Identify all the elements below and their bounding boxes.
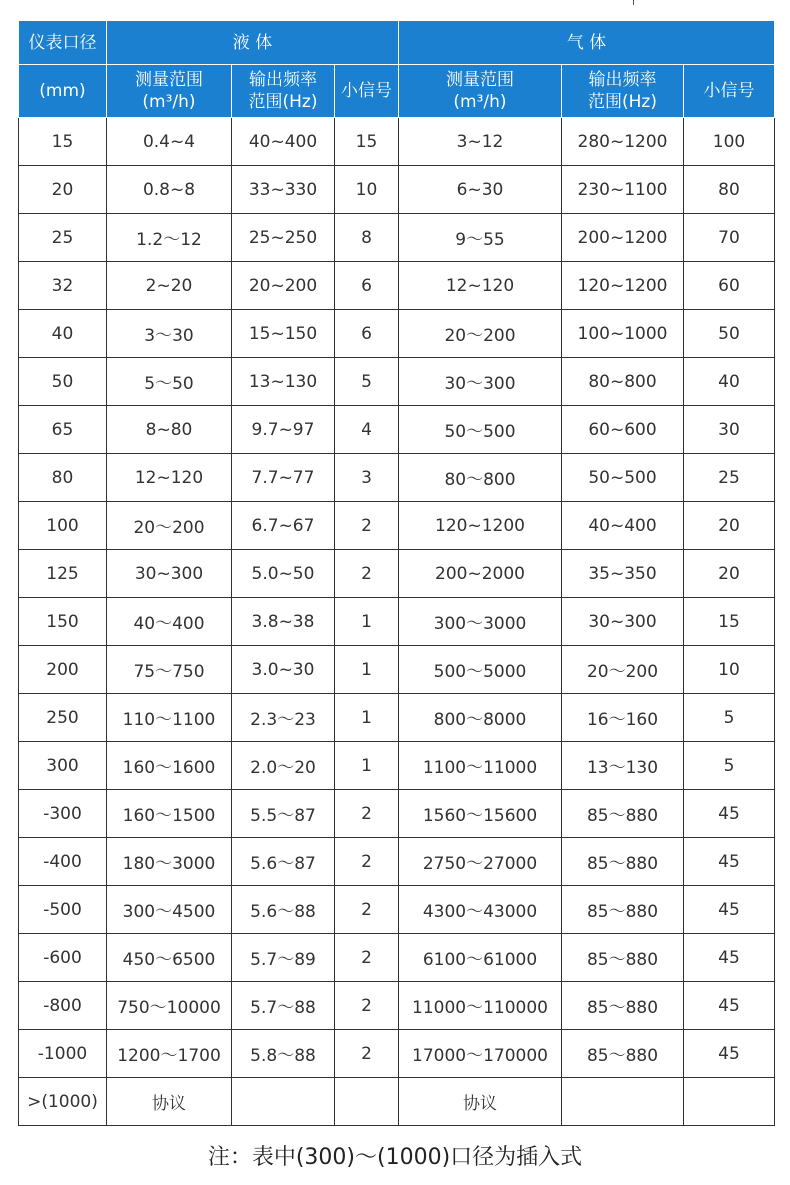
cell-gas-range: 200~2000 xyxy=(399,550,562,598)
table-row xyxy=(19,1078,775,1126)
cell-liquid-range: 40～400 xyxy=(107,598,232,646)
cell-liquid-signal: 1 xyxy=(335,742,399,790)
cell-gas-range: 20～200 xyxy=(399,310,562,358)
cell-liquid-range: 30~300 xyxy=(107,550,232,598)
table-row xyxy=(19,310,775,358)
cell-gas-freq: 80~800 xyxy=(562,358,684,406)
cell-gas-freq: 120~1200 xyxy=(562,262,684,310)
cell-gas-range: 1560～15600 xyxy=(399,790,562,838)
cell-liquid-freq: 6.7~67 xyxy=(232,502,335,550)
cell-liquid-range: 1200～1700 xyxy=(107,1030,232,1078)
table-row xyxy=(19,694,775,742)
cell-gas-signal xyxy=(684,1078,775,1126)
cell-gas-signal: 15 xyxy=(684,598,775,646)
cell-gas-signal: 45 xyxy=(684,934,775,982)
table-row xyxy=(19,934,775,982)
cell-size: 250 xyxy=(19,694,107,742)
cell-gas-range: 协议 xyxy=(399,1078,562,1126)
corner-mark xyxy=(633,0,634,5)
cell-liquid-range: 180～3000 xyxy=(107,838,232,886)
cell-gas-freq: 85～880 xyxy=(562,838,684,886)
header-row-2 xyxy=(19,65,775,118)
cell-gas-freq: 60~600 xyxy=(562,406,684,454)
cell-gas-freq: 85～880 xyxy=(562,934,684,982)
cell-gas-freq: 200~1200 xyxy=(562,214,684,262)
cell-size: 125 xyxy=(19,550,107,598)
cell-liquid-signal: 5 xyxy=(335,358,399,406)
header-liquid-signal: 小信号 xyxy=(335,65,399,118)
cell-liquid-signal: 2 xyxy=(335,502,399,550)
cell-gas-range: 11000～110000 xyxy=(399,982,562,1030)
cell-gas-range: 9～55 xyxy=(399,214,562,262)
header-liquid-freq xyxy=(232,65,335,118)
cell-liquid-freq: 2.0～20 xyxy=(232,742,335,790)
cell-liquid-range: 0.8~8 xyxy=(107,166,232,214)
cell-liquid-freq: 5.0~50 xyxy=(232,550,335,598)
cell-liquid-freq: 7.7~77 xyxy=(232,454,335,502)
cell-gas-freq: 16～160 xyxy=(562,694,684,742)
footnote: 注：表中(300)～(1000)口径为插入式 xyxy=(207,1145,583,1170)
cell-liquid-freq: 5.8～88 xyxy=(232,1030,335,1078)
cell-liquid-freq xyxy=(232,1078,335,1126)
cell-gas-signal: 5 xyxy=(684,742,775,790)
table-row xyxy=(19,214,775,262)
cell-size: -500 xyxy=(19,886,107,934)
cell-liquid-freq: 25~250 xyxy=(232,214,335,262)
cell-liquid-range: 300～4500 xyxy=(107,886,232,934)
cell-liquid-signal: 2 xyxy=(335,886,399,934)
cell-size: 200 xyxy=(19,646,107,694)
cell-gas-range: 17000～170000 xyxy=(399,1030,562,1078)
table-body xyxy=(19,118,775,1126)
header-gas-freq-line1: 输出频率 xyxy=(588,70,657,90)
cell-liquid-signal: 6 xyxy=(335,262,399,310)
cell-gas-signal: 70 xyxy=(684,214,775,262)
cell-gas-freq: 40~400 xyxy=(562,502,684,550)
cell-gas-freq: 100~1000 xyxy=(562,310,684,358)
cell-liquid-signal: 10 xyxy=(335,166,399,214)
cell-liquid-range: 110～1100 xyxy=(107,694,232,742)
cell-liquid-freq: 5.6～88 xyxy=(232,886,335,934)
header-liquid-range-label: 测量范围 xyxy=(135,70,203,90)
cell-liquid-freq: 3.0~30 xyxy=(232,646,335,694)
cell-liquid-signal: 2 xyxy=(335,550,399,598)
cell-size: 15 xyxy=(19,118,107,166)
cell-liquid-signal: 1 xyxy=(335,598,399,646)
cell-liquid-range: 75～750 xyxy=(107,646,232,694)
cell-liquid-freq: 5.7～88 xyxy=(232,982,335,1030)
cell-liquid-range: 750～10000 xyxy=(107,982,232,1030)
cell-liquid-range: 3～30 xyxy=(107,310,232,358)
cell-size: -1000 xyxy=(19,1030,107,1078)
cell-gas-range: 500～5000 xyxy=(399,646,562,694)
cell-gas-range: 800～8000 xyxy=(399,694,562,742)
cell-liquid-range: 1.2～12 xyxy=(107,214,232,262)
cell-gas-range: 300～3000 xyxy=(399,598,562,646)
cell-gas-signal: 45 xyxy=(684,790,775,838)
cell-liquid-signal: 2 xyxy=(335,982,399,1030)
header-liquid-freq-line2: 范围(Hz) xyxy=(248,92,318,112)
cell-liquid-range: 20～200 xyxy=(107,502,232,550)
cell-liquid-signal: 2 xyxy=(335,838,399,886)
flow-spec-table xyxy=(18,20,775,1126)
cell-gas-range: 120~1200 xyxy=(399,502,562,550)
table-row xyxy=(19,838,775,886)
cell-gas-range: 30～300 xyxy=(399,358,562,406)
table-row xyxy=(19,262,775,310)
cell-liquid-freq: 2.3～23 xyxy=(232,694,335,742)
cell-liquid-freq: 3.8~38 xyxy=(232,598,335,646)
cell-liquid-range: 160～1600 xyxy=(107,742,232,790)
cell-gas-freq: 50~500 xyxy=(562,454,684,502)
cell-size: -800 xyxy=(19,982,107,1030)
cell-liquid-signal: 1 xyxy=(335,694,399,742)
cell-gas-signal: 45 xyxy=(684,838,775,886)
cell-liquid-freq: 40~400 xyxy=(232,118,335,166)
table-row xyxy=(19,742,775,790)
cell-gas-range: 80～800 xyxy=(399,454,562,502)
cell-gas-signal: 25 xyxy=(684,454,775,502)
cell-gas-signal: 80 xyxy=(684,166,775,214)
cell-liquid-signal: 8 xyxy=(335,214,399,262)
table-row xyxy=(19,166,775,214)
cell-size: 20 xyxy=(19,166,107,214)
cell-gas-signal: 30 xyxy=(684,406,775,454)
cell-gas-range: 1100～11000 xyxy=(399,742,562,790)
table-row xyxy=(19,1030,775,1078)
cell-size: >(1000) xyxy=(19,1078,107,1126)
table-row xyxy=(19,790,775,838)
header-gas-signal: 小信号 xyxy=(684,65,775,118)
cell-size: -600 xyxy=(19,934,107,982)
cell-liquid-signal: 2 xyxy=(335,790,399,838)
cell-liquid-freq: 13~130 xyxy=(232,358,335,406)
table-row xyxy=(19,982,775,1030)
header-unit-mm: (mm) xyxy=(19,65,107,118)
cell-gas-signal: 45 xyxy=(684,1030,775,1078)
cell-gas-signal: 10 xyxy=(684,646,775,694)
table-row xyxy=(19,646,775,694)
cell-liquid-freq: 5.7～89 xyxy=(232,934,335,982)
table-row xyxy=(19,406,775,454)
cell-gas-signal: 60 xyxy=(684,262,775,310)
cell-size: 32 xyxy=(19,262,107,310)
cell-liquid-range: 8~80 xyxy=(107,406,232,454)
table-row xyxy=(19,454,775,502)
table-row xyxy=(19,358,775,406)
cell-gas-signal: 5 xyxy=(684,694,775,742)
cell-liquid-range: 协议 xyxy=(107,1078,232,1126)
cell-gas-range: 6~30 xyxy=(399,166,562,214)
cell-gas-range: 6100～61000 xyxy=(399,934,562,982)
cell-gas-freq: 13～130 xyxy=(562,742,684,790)
cell-size: 40 xyxy=(19,310,107,358)
header-gas-range-unit: (m³/h) xyxy=(453,92,507,112)
table-row xyxy=(19,118,775,166)
header-row-1 xyxy=(19,21,775,65)
cell-size: -400 xyxy=(19,838,107,886)
cell-liquid-signal: 6 xyxy=(335,310,399,358)
cell-gas-freq: 30~300 xyxy=(562,598,684,646)
cell-liquid-freq: 9.7~97 xyxy=(232,406,335,454)
cell-gas-range: 12~120 xyxy=(399,262,562,310)
cell-size: -300 xyxy=(19,790,107,838)
cell-liquid-range: 450～6500 xyxy=(107,934,232,982)
cell-gas-freq: 85～880 xyxy=(562,1030,684,1078)
cell-gas-signal: 45 xyxy=(684,982,775,1030)
cell-liquid-signal: 3 xyxy=(335,454,399,502)
table-row xyxy=(19,886,775,934)
header-liquid: 液 体 xyxy=(107,21,399,65)
cell-size: 25 xyxy=(19,214,107,262)
cell-gas-range: 3~12 xyxy=(399,118,562,166)
cell-gas-signal: 20 xyxy=(684,502,775,550)
cell-size: 50 xyxy=(19,358,107,406)
cell-liquid-signal: 2 xyxy=(335,1030,399,1078)
cell-gas-freq: 230~1100 xyxy=(562,166,684,214)
cell-gas-freq: 85～880 xyxy=(562,790,684,838)
cell-size: 80 xyxy=(19,454,107,502)
cell-liquid-freq: 15~150 xyxy=(232,310,335,358)
header-gas-freq xyxy=(562,65,684,118)
cell-gas-freq: 85～880 xyxy=(562,886,684,934)
cell-gas-signal: 20 xyxy=(684,550,775,598)
cell-liquid-range: 5～50 xyxy=(107,358,232,406)
table-row xyxy=(19,598,775,646)
cell-gas-signal: 40 xyxy=(684,358,775,406)
table-row xyxy=(19,550,775,598)
header-size: 仪表口径 xyxy=(19,21,107,65)
cell-liquid-signal: 4 xyxy=(335,406,399,454)
cell-gas-signal: 100 xyxy=(684,118,775,166)
cell-liquid-signal: 15 xyxy=(335,118,399,166)
cell-gas-freq: 85～880 xyxy=(562,982,684,1030)
cell-gas-freq xyxy=(562,1078,684,1126)
cell-liquid-freq: 5.6～87 xyxy=(232,838,335,886)
cell-liquid-signal xyxy=(335,1078,399,1126)
cell-gas-range: 4300～43000 xyxy=(399,886,562,934)
cell-liquid-freq: 33~330 xyxy=(232,166,335,214)
cell-gas-signal: 50 xyxy=(684,310,775,358)
cell-size: 300 xyxy=(19,742,107,790)
cell-liquid-range: 12~120 xyxy=(107,454,232,502)
cell-liquid-freq: 5.5～87 xyxy=(232,790,335,838)
cell-gas-freq: 280~1200 xyxy=(562,118,684,166)
header-gas: 气 体 xyxy=(399,21,775,65)
cell-liquid-freq: 20~200 xyxy=(232,262,335,310)
table-row xyxy=(19,502,775,550)
cell-gas-range: 50～500 xyxy=(399,406,562,454)
cell-liquid-range: 0.4~4 xyxy=(107,118,232,166)
cell-size: 100 xyxy=(19,502,107,550)
cell-liquid-signal: 1 xyxy=(335,646,399,694)
cell-gas-freq: 35~350 xyxy=(562,550,684,598)
header-gas-freq-line2: 范围(Hz) xyxy=(588,92,657,112)
header-liquid-range-unit: (m³/h) xyxy=(142,92,196,112)
cell-liquid-range: 2~20 xyxy=(107,262,232,310)
cell-gas-freq: 20～200 xyxy=(562,646,684,694)
cell-liquid-signal: 2 xyxy=(335,934,399,982)
header-gas-range-label: 测量范围 xyxy=(446,70,514,90)
header-gas-range xyxy=(399,65,562,118)
cell-liquid-range: 160～1500 xyxy=(107,790,232,838)
cell-gas-signal: 45 xyxy=(684,886,775,934)
header-liquid-freq-line1: 输出频率 xyxy=(249,70,317,90)
cell-gas-range: 2750～27000 xyxy=(399,838,562,886)
header-liquid-range xyxy=(107,65,232,118)
cell-size: 65 xyxy=(19,406,107,454)
cell-size: 150 xyxy=(19,598,107,646)
